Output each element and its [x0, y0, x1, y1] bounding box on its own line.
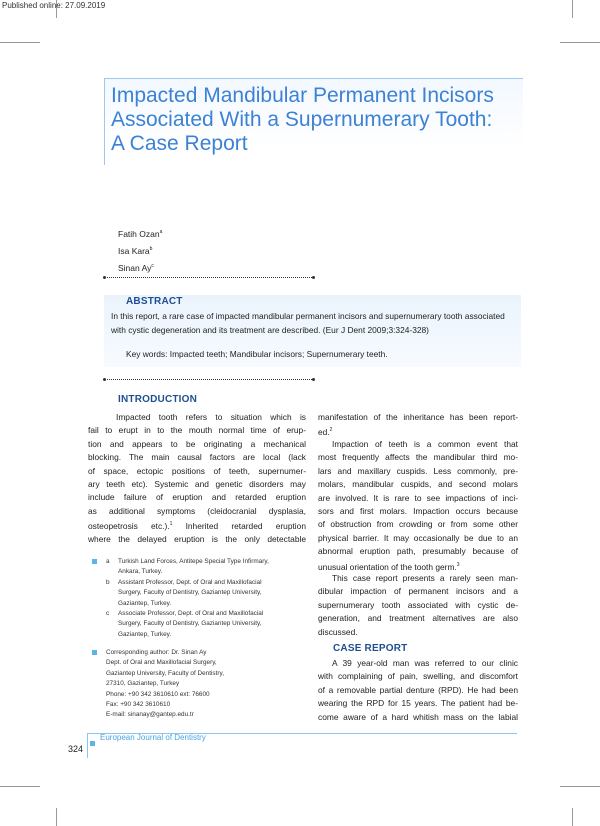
author: Sinan Ay$^c$ — [118, 262, 154, 273]
divider — [104, 379, 314, 380]
title-line-1: Impacted Mandibular Permanent Incisors — [111, 84, 494, 107]
case-report-heading: CASE REPORT — [333, 643, 408, 654]
author: Isa Kara$^b$ — [118, 245, 153, 256]
intro-paragraph-1-cont: manifestation of the inheritance has been report- ed.$^2$ — [318, 412, 518, 438]
page-number: 324 — [68, 744, 84, 754]
intro-paragraph-2: Impaction of teeth is a common event that most frequently affects the mandibular third mo- lars and maxillary cuspids. Less commonly, pre- molars, mandibular cuspids, and second molars are involved. It is rare to see impactions of inci- sors and first molars. Impaction occurs because of obstruction from crowding or from some other physical barrier. It may occasionally be due to an abnormal eruption path, presumably because of unusual orientation of the tooth germ.$^3$ — [318, 439, 518, 572]
intro-paragraph-1: Impacted tooth refers to situation which is fail to erupt in to the mouth normal time of erup- tion and appears to be originating a mechanical blocking. The main causal factors are local (lack of space, ectopic positions of teeth, supernumer- ary teeth etc). Systemic and genetic disorders may include failure of eruption and retarded eruption as additional symptoms (cleidocranial dysplasia, osteopetrosis etc.).$^1$ Inherited retarded eruption where the delayed eruption is the only detectable — [88, 412, 306, 545]
author-list — [118, 225, 162, 275]
keywords: Key words: Impacted teeth; Mandibular incisors; Supernumerary teeth. — [126, 349, 388, 359]
article-title — [111, 84, 521, 156]
case-report-paragraph: A 39 year-old man was referred to our clinic with complaining of pain, swelling, and discomfort of a removable partial denture (RPD). He had been wearing the RPD for 15 years. The patient had be- come aware of a hard whitish mass on the labial — [318, 658, 518, 722]
affiliation-b: b Assistant Professor, Dept. of Oral and Maxillofacial Surgery, Faculty of Dentistry, Gaziantep University, Gaziantep, Turkey. — [106, 578, 262, 607]
journal-name: European Journal of Dentistry — [100, 733, 206, 742]
divider — [104, 277, 314, 278]
affiliation-a: a Turkish Land Forces, Antitepe Special Type Infirmary, Ankara, Turkey. — [106, 557, 306, 578]
corresponding-author: Corresponding author: Dr. Sinan Ay Dept. of Oral and Maxillofacial Surgery, Gaziantep University, Faculty of Dentistry, 27310, Gaziantep, Turkey Phone: +90 342 3610610 ext: 76600 Fax: +90 342 3610610 E-mail: sinanay@gantep.edu.tr — [106, 648, 306, 721]
intro-paragraph-3: This case report presents a rarely seen man- dibular impaction of permanent incisors and a supernumerary tooth associated with cystic de- generation, and treatment alternatives are also discussed. — [318, 573, 518, 637]
affiliation-footnotes — [106, 557, 306, 640]
author: Fatih Ozan$^a$ — [118, 228, 163, 239]
affiliation-c: c Associate Professor, Dept. of Oral and Maxillofacial Surgery, Faculty of Dentistry, Gaziantep University, Gaziantep, Turkey. — [106, 610, 264, 638]
title-line-3: A Case Report — [111, 132, 248, 155]
email: E-mail: sinanay@gantep.edu.tr — [106, 711, 194, 719]
title-line-2: Associated With a Supernumerary Tooth: — [111, 108, 493, 131]
footer-vertical-rule — [87, 733, 88, 758]
published-online-label: Published online: 27.09.2019 — [2, 1, 106, 10]
footer-square-icon — [90, 735, 100, 753]
introduction-heading: INTRODUCTION — [118, 394, 198, 405]
abstract-heading: ABSTRACT — [126, 296, 183, 307]
abstract-text: In this report, a rare case of impacted mandibular permanent incisors and supernumerary tooth associated with cystic degeneration and its treatment are described. (Eur J Dent 2009;3:324-328) — [111, 311, 505, 335]
